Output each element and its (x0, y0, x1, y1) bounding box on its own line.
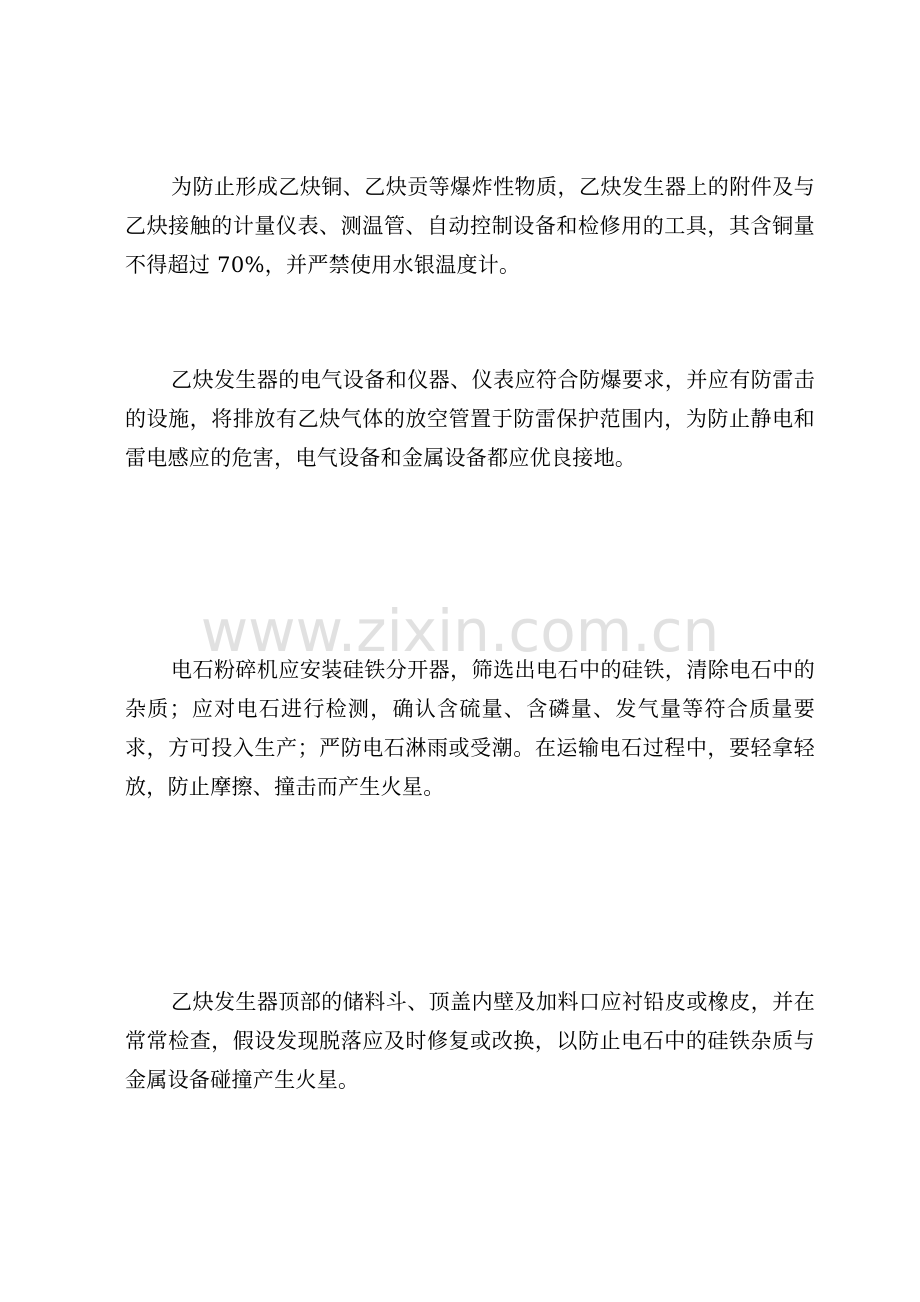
paragraph-carbide-crusher: 电石粉碎机应安装硅铁分开器，筛选出电石中的硅铁，清除电石中的杂质；应对电石进行检测，确认含硫量、含磷量、发气量等符合质量要求，方可投入生产；严防电石淋雨或受潮。在运输电石过程中，要轻拿轻放，防止摩擦、撞击而产生火星。 (125, 658, 815, 799)
watermark: www.zixin.com.cn (200, 597, 720, 665)
paragraph-electrical-protection: 乙炔发生器的电气设备和仪器、仪表应符合防爆要求，并应有防雷击的设施，将排放有乙炔气体的放空管置于防雷保护范围内，为防止静电和雷电感应的危害，电气设备和金属设备都应优良接地。 (125, 368, 815, 470)
paragraph-acetylene-copper: 为防止形成乙炔铜、乙炔贡等爆炸性物质，乙炔发生器上的附件及与乙炔接触的计量仪表、测温管、自动控制设备和检修用的工具，其含铜量不得超过 70%，并严禁使用水银温度计。 (125, 175, 815, 277)
paragraph-hopper-lining: 乙炔发生器顶部的储料斗、顶盖内壁及加料口应衬铅皮或橡皮，并在常常检查，假设发现脱落应及时修复或改换，以防止电石中的硅铁杂质与金属设备碰撞产生火星。 (125, 990, 815, 1092)
